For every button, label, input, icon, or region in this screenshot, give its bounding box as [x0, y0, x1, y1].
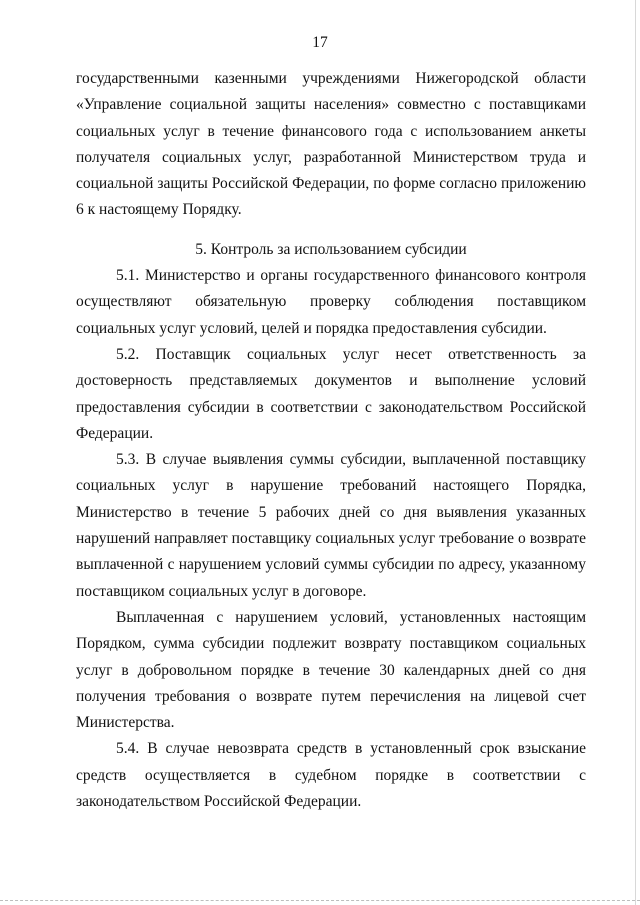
paragraph-continuation: государственными казенными учреждениями Нижегородской области «Управление социальной защиты населения» совместно с поставщиками социальных услуг в течение финансового года с использованием анкеты получателя социальных услуг, разработанной Министерством труда и социальной защиты Российской Федерации, по форме согласно приложению 6 к настоящему Порядку. — [76, 70, 586, 219]
section-heading: 5. Контроль за использованием субсидии — [195, 240, 467, 258]
paragraph-5-3-continued: Выплаченная с нарушением условий, установленных настоящим Порядком, сумма субсидии подлежит возврату поставщиком социальных услуг в добровольном порядке в течение 30 календарных дней со дня получения требования о возврате путем перечисления на лицевой счет Министерства. — [76, 608, 586, 732]
scan-bottom-line — [0, 899, 640, 901]
paragraph-5-1: 5.1. Министерство и органы государственного финансового контроля осуществляют обязательную проверку соблюдения поставщиком социальных услуг условий, целей и порядка предоставления субсидии. — [76, 267, 586, 337]
page-number: 17 — [312, 34, 328, 51]
paragraph-5-2: 5.2. Поставщик социальных услуг несет ответственность за достоверность представляемых документов и выполнение условий предоставления субсидии в соответствии с законодательством Российской Федерации. — [76, 345, 586, 442]
scan-edge-line — [635, 0, 636, 905]
document-body — [76, 66, 586, 815]
paragraph-5-3: 5.3. В случае выявления суммы субсидии, выплаченной поставщику социальных услуг в нарушение требований настоящего Порядка, Министерство в течение 5 рабочих дней со дня выявления указанных нарушений направляет поставщику социальных услуг требование о возврате выплаченной с нарушением условий суммы субсидии по адресу, указанному поставщиком социальных услуг в договоре. — [76, 451, 586, 600]
paragraph-5-4: 5.4. В случае невозврата средств в установленный срок взыскание средств осуществляется в судебном порядке в соответствии с законодательством Российской Федерации. — [76, 740, 586, 811]
